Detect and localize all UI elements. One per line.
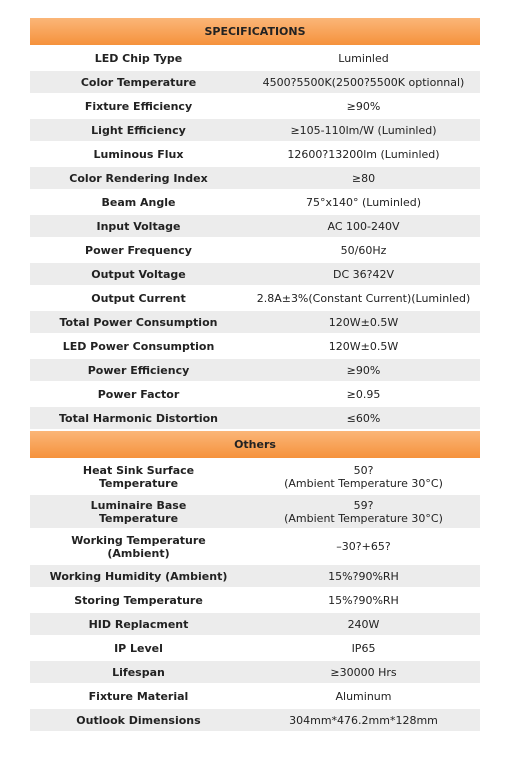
spec-row-light-efficiency [30, 118, 480, 142]
spec-label [30, 118, 247, 142]
spec-label-line: Output Voltage [91, 267, 186, 281]
spec-row-power-efficiency [30, 358, 480, 382]
spec-value [247, 262, 480, 286]
spec-label [30, 238, 247, 262]
spec-label [30, 166, 247, 190]
spec-label-line: Power Frequency [85, 243, 192, 257]
spec-label-line: Power Factor [97, 387, 180, 401]
spec-row-output-voltage [30, 262, 480, 286]
spec-row-working-humidity-ambient [30, 564, 480, 588]
spec-label [30, 459, 247, 494]
spec-value [247, 46, 480, 70]
spec-row-total-power-consumption [30, 310, 480, 334]
spec-row-output-current [30, 286, 480, 310]
spec-label-line: Storing Temperature [74, 593, 203, 607]
spec-row-led-power-consumption [30, 334, 480, 358]
spec-value-line: AC 100-240V [327, 219, 400, 233]
spec-value [247, 142, 480, 166]
spec-label [30, 46, 247, 70]
spec-label [30, 684, 247, 708]
spec-value-line: 12600?13200lm (Luminled) [287, 147, 440, 161]
spec-value-line: 75°x140° (Luminled) [305, 195, 422, 209]
spec-row-storing-temperature [30, 588, 480, 612]
spec-table-body [30, 18, 480, 732]
spec-value-line-2: (Ambient Temperature 30°C) [284, 476, 443, 490]
spec-value-line: Luminled [338, 51, 389, 65]
spec-value [247, 94, 480, 118]
spec-row-power-factor [30, 382, 480, 406]
spec-value [247, 382, 480, 406]
spec-label-line: Total Power Consumption [59, 315, 218, 329]
spec-value-line: 15%?90%RH [328, 569, 399, 583]
spec-row-color-rendering-index [30, 166, 480, 190]
spec-label [30, 310, 247, 334]
spec-label-line: Output Current [91, 291, 186, 305]
spec-label-line: Lifespan [112, 665, 165, 679]
spec-label [30, 262, 247, 286]
spec-label [30, 708, 247, 732]
section-header: Others [30, 430, 480, 459]
spec-row-luminous-flux [30, 142, 480, 166]
spec-label [30, 588, 247, 612]
spec-label-line: Light Efficiency [91, 123, 186, 137]
spec-value-line: ≤60% [346, 411, 381, 425]
spec-label-line: Heat Sink Surface [82, 463, 195, 477]
spec-label-line: IP Level [114, 641, 163, 655]
spec-value [247, 70, 480, 94]
spec-value [247, 612, 480, 636]
spec-row-working-temperature [30, 529, 480, 564]
specifications-header-row [30, 18, 480, 46]
spec-value [247, 684, 480, 708]
spec-row-power-frequency [30, 238, 480, 262]
spec-value [247, 588, 480, 612]
spec-value-line: DC 36?42V [332, 267, 394, 281]
spec-label [30, 334, 247, 358]
spec-value-line: ≥90% [346, 99, 381, 113]
spec-value-line: 304mm*476.2mm*128mm [289, 713, 438, 727]
spec-value [247, 660, 480, 684]
spec-value [247, 286, 480, 310]
spec-label [30, 358, 247, 382]
spec-label [30, 382, 247, 406]
spec-row-total-harmonic-distortion [30, 406, 480, 430]
spec-label [30, 214, 247, 238]
spec-value-line: 50/60Hz [340, 243, 387, 257]
spec-value-line: 4500?5500K(2500?5500K optionnal) [262, 75, 465, 89]
spec-value-line: ≥90% [346, 363, 381, 377]
spec-label-line: Luminaire Base [90, 498, 187, 512]
spec-value [247, 118, 480, 142]
spec-value [247, 214, 480, 238]
spec-label-line: Luminous Flux [93, 147, 184, 161]
spec-value-line: –30?+65? [336, 540, 391, 553]
spec-label-line-2: Temperature [98, 511, 179, 525]
spec-label [30, 406, 247, 430]
spec-label-line: Color Rendering Index [69, 171, 208, 185]
spec-row-luminaire-base [30, 494, 480, 529]
spec-table [30, 18, 480, 733]
spec-value [247, 358, 480, 382]
spec-label-line: Working Temperature [71, 533, 206, 547]
spec-row-heat-sink-surface [30, 459, 480, 494]
spec-value [247, 310, 480, 334]
spec-label [30, 142, 247, 166]
spec-row-beam-angle [30, 190, 480, 214]
spec-value-line: 50? [353, 463, 374, 477]
spec-label [30, 660, 247, 684]
spec-label-line-2: Temperature [98, 476, 179, 490]
spec-label [30, 70, 247, 94]
spec-label [30, 286, 247, 310]
spec-value-line: ≥80 [351, 171, 376, 185]
spec-label-line: Fixture Material [88, 689, 189, 703]
spec-row-ip-level [30, 636, 480, 660]
spec-label-line: Outlook Dimensions [76, 713, 201, 727]
spec-value [247, 166, 480, 190]
spec-value [247, 564, 480, 588]
spec-value [247, 494, 480, 529]
spec-value-line: ≥105-110lm/W (Luminled) [290, 123, 437, 137]
spec-value-line: 15%?90%RH [328, 593, 399, 607]
spec-row-color-temperature [30, 70, 480, 94]
spec-value-line-2: (Ambient Temperature 30°C) [284, 511, 443, 525]
spec-row-fixture-efficiency [30, 94, 480, 118]
spec-value-line: 2.8A±3%(Constant Current)(Luminled) [256, 291, 471, 305]
spec-value-line: IP65 [351, 641, 376, 655]
spec-label-line: LED Chip Type [94, 51, 183, 65]
spec-label [30, 94, 247, 118]
spec-value-line: 120W±0.5W [328, 315, 399, 329]
others-header-row [30, 430, 480, 459]
spec-label-line-2: (Ambient) [107, 546, 170, 560]
spec-label-line: Color Temperature [80, 75, 197, 89]
spec-value-line: 59? [353, 498, 374, 512]
spec-value-line: ≥0.95 [346, 387, 381, 401]
spec-row-outlook-dimensions [30, 708, 480, 732]
spec-label-line: LED Power Consumption [62, 339, 215, 353]
spec-label-line: Power Efficiency [87, 363, 190, 377]
spec-value [247, 708, 480, 732]
spec-row-led-chip-type [30, 46, 480, 70]
spec-row-hid-replacment [30, 612, 480, 636]
spec-value [247, 190, 480, 214]
spec-value [247, 459, 480, 494]
spec-label [30, 529, 247, 564]
spec-value-line: Aluminum [335, 689, 392, 703]
spec-row-fixture-material [30, 684, 480, 708]
spec-label [30, 564, 247, 588]
spec-label-line: Input Voltage [96, 219, 181, 233]
spec-label [30, 494, 247, 529]
spec-label-line: Working Humidity (Ambient) [49, 569, 228, 583]
spec-value [247, 238, 480, 262]
spec-value [247, 406, 480, 430]
spec-value-line: 120W±0.5W [328, 339, 399, 353]
spec-value [247, 636, 480, 660]
spec-label-line: Fixture Efficiency [84, 99, 193, 113]
spec-label [30, 190, 247, 214]
spec-label-line: Total Harmonic Distortion [58, 411, 218, 425]
spec-value-line: ≥30000 Hrs [330, 665, 397, 679]
spec-value-line: 240W [347, 617, 380, 631]
spec-label-line: HID Replacment [88, 617, 189, 631]
spec-label [30, 636, 247, 660]
spec-label [30, 612, 247, 636]
spec-value [247, 529, 480, 564]
section-header: SPECIFICATIONS [30, 18, 480, 46]
spec-row-lifespan [30, 660, 480, 684]
spec-row-input-voltage [30, 214, 480, 238]
spec-label-line: Beam Angle [101, 195, 176, 209]
spec-value [247, 334, 480, 358]
